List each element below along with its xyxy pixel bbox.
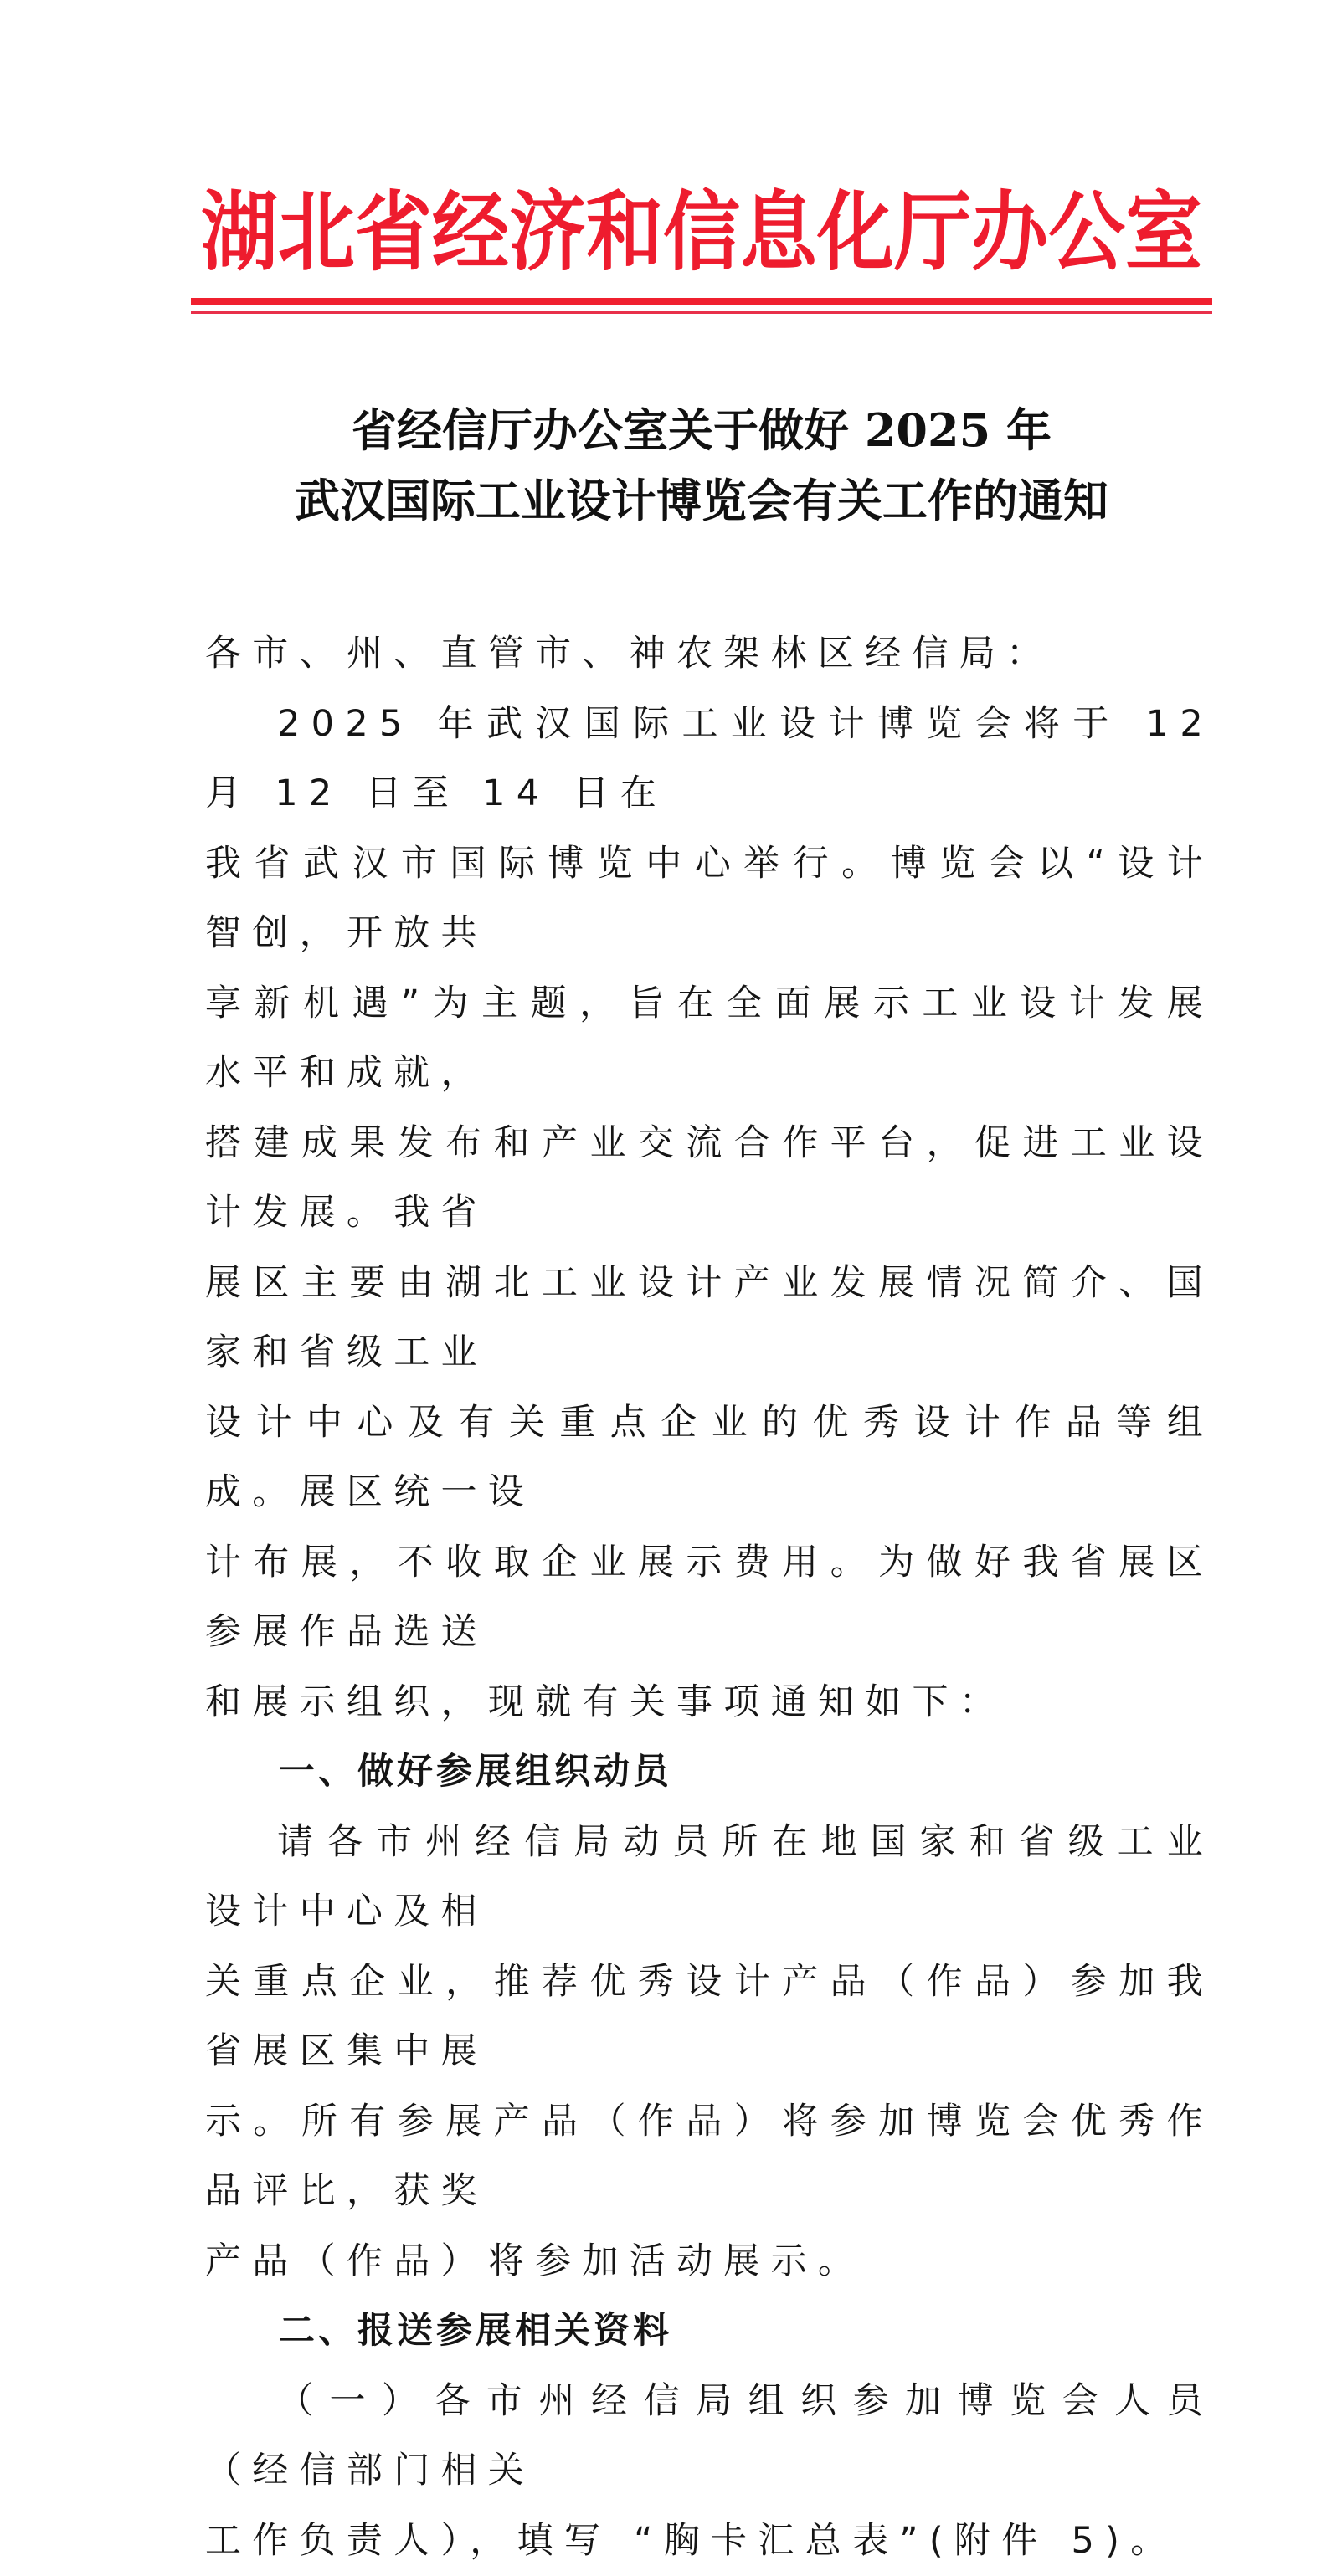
intro-paragraph [205,690,1214,1738]
section-2-item-1 [205,2367,1214,2576]
intro-line: 享新机遇”为主题，旨在全面展示工业设计发展水平和成就， [205,969,1214,1109]
letterhead-org-name: 湖北省经济和信息化厅办公室 [191,180,1212,283]
intro-line: 展区主要由湖北工业设计产业发展情况简介、国家和省级工业 [205,1249,1214,1388]
section-2-line: （一）各市州经信局组织参加博览会人员（经信部门相关 [205,2367,1214,2507]
intro-line: 2025 年武汉国际工业设计博览会将于 12 月 12 日至 14 日在 [205,690,1214,829]
letterhead-red-rule-thin [191,311,1212,314]
intro-line: 我省武汉市国际博览中心举行。博览会以“设计智创，开放共 [205,829,1214,969]
section-1-heading: 一、做好参展组织动员 [205,1737,1214,1808]
section-1-line: 请各市州经信局动员所在地国家和省级工业设计中心及相 [205,1808,1214,1947]
document-title-line-2: 武汉国际工业设计博览会有关工作的通知 [191,465,1212,536]
section-1-line: 关重点企业，推荐优秀设计产品（作品）参加我省展区集中展 [205,1947,1214,2087]
intro-line: 和展示组织，现就有关事项通知如下： [205,1668,1214,1738]
document-title [191,395,1212,536]
section-2-heading: 二、报送参展相关资料 [205,2296,1214,2367]
section-2-line: 工作负责人），填写 “胸卡汇总表”(附件 5)。 [205,2507,1214,2576]
section-1-line: 产品（作品）将参加活动展示。 [205,2227,1214,2297]
intro-line: 设计中心及有关重点企业的优秀设计作品等组成。展区统一设 [205,1388,1214,1528]
document-body [205,619,1214,2576]
section-1-line: 示。所有参展产品（作品）将参加博览会优秀作品评比，获奖 [205,2087,1214,2227]
document-title-line-1: 省经信厅办公室关于做好 2025 年 [191,395,1212,465]
intro-line: 计布展，不收取企业展示费用。为做好我省展区参展作品选送 [205,1528,1214,1668]
section-1-body [205,1808,1214,2297]
salutation: 各市、州、直管市、神农架林区经信局： [205,619,1214,690]
intro-line: 搭建成果发布和产业交流合作平台，促进工业设计发展。我省 [205,1109,1214,1249]
letterhead-red-rule-thick [191,298,1212,305]
